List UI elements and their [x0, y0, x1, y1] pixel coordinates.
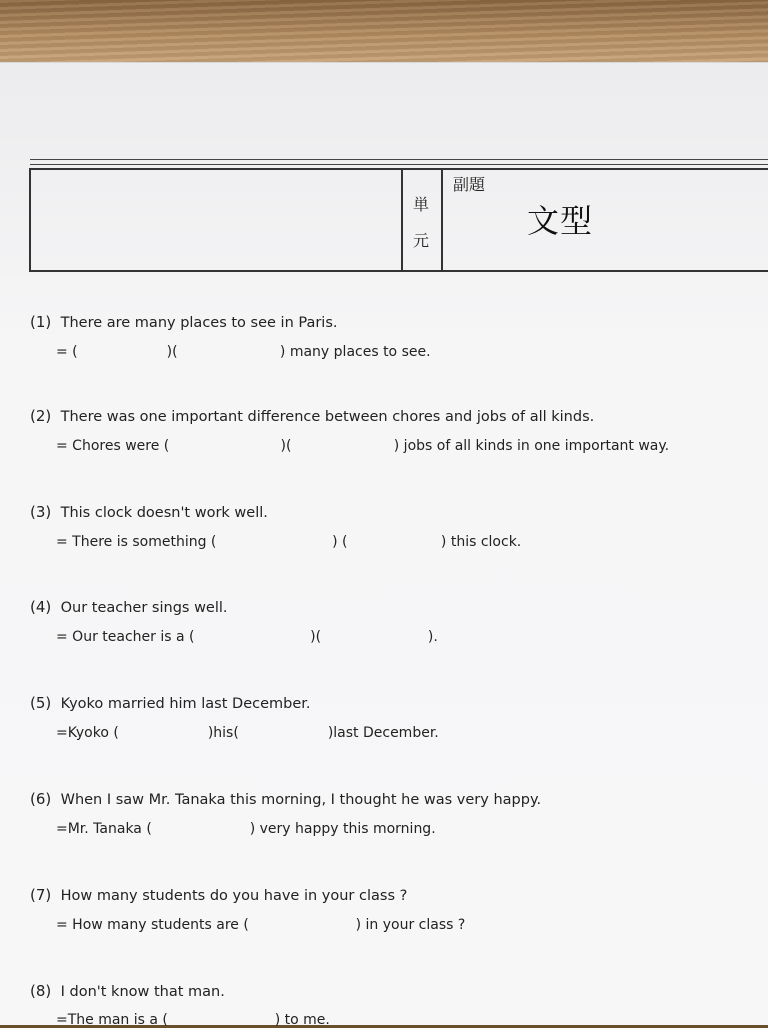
answer-line: = Chores were ( )( ) jobs of all kinds in one important way. [56, 438, 670, 454]
answer-line: =Kyoko ( )his( )last December. [56, 725, 439, 741]
question-text: I don't know that man. [60, 984, 225, 1000]
subtitle-label: 副題 [453, 175, 486, 194]
answer-line: = Our teacher is a ( )( ). [56, 629, 438, 645]
question-prompt [30, 694, 311, 712]
answer-line: = How many students are ( ) in your class ? [56, 917, 466, 933]
answer-line: =The man is a ( ) to me. [56, 1012, 330, 1028]
question-text: Our teacher sings well. [60, 600, 228, 616]
question-number: (1) [30, 313, 52, 331]
question-prompt [30, 313, 338, 331]
unit-cell [403, 170, 443, 270]
question-text: How many students do you have in your class ? [60, 888, 408, 904]
question-text: This clock doesn't work well. [60, 505, 268, 521]
question-prompt [30, 790, 541, 808]
question-prompt [30, 503, 268, 521]
question-text: Kyoko married him last December. [60, 696, 311, 712]
question-prompt [30, 982, 225, 1000]
question-number: (7) [30, 886, 52, 904]
unit-char-1: 単 [413, 195, 430, 214]
answer-line: =Mr. Tanaka ( ) very happy this morning. [56, 821, 436, 837]
question-text: There are many places to see in Paris. [60, 315, 338, 331]
top-rule-second [30, 164, 768, 165]
answer-line: = There is something ( ) ( ) this clock. [56, 534, 522, 550]
question-prompt [30, 598, 228, 616]
question-text: When I saw Mr. Tanaka this morning, I thought he was very happy. [60, 792, 542, 808]
subtitle-value: 文型 [527, 202, 594, 240]
header-table [29, 168, 768, 272]
subtitle-cell [443, 170, 768, 270]
question-prompt [30, 886, 407, 904]
unit-char-2: 元 [413, 231, 430, 250]
header-blank-cell [31, 170, 403, 270]
question-number: (8) [30, 982, 52, 1000]
question-number: (5) [30, 694, 52, 712]
answer-line: = ( )( ) many places to see. [56, 344, 431, 360]
question-number: (4) [30, 598, 52, 616]
question-prompt [30, 407, 594, 425]
question-text: There was one important difference between chores and jobs of all kinds. [60, 409, 595, 425]
question-number: (6) [30, 790, 52, 808]
top-rule [30, 159, 768, 160]
question-number: (2) [30, 407, 52, 425]
question-number: (3) [30, 503, 52, 521]
